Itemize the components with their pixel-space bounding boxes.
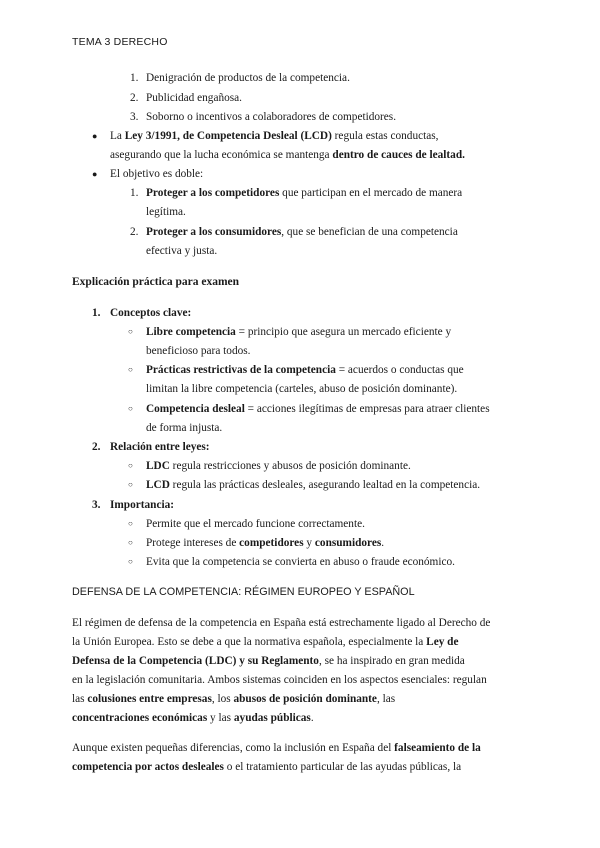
text-span: asegurando que la lucha económica se mantenga (110, 149, 333, 161)
text-span: que participan en el mercado de manera (279, 187, 463, 199)
sub-item (146, 325, 451, 339)
list-number: 3. (130, 111, 139, 123)
list-number: 1. (92, 307, 101, 319)
list-number: 2. (130, 226, 139, 238)
paragraph-line (72, 711, 314, 725)
circle-bullet-icon: ○ (128, 519, 133, 528)
bold-text: Prácticas restrictivas de la competencia (146, 364, 336, 376)
text-span: o el tratamiento particular de las ayudas públicas, la (223, 761, 462, 773)
text-span: . (310, 712, 314, 724)
circle-bullet-icon: ○ (128, 327, 133, 336)
text-span: la Unión Europea. Esto se debe a que la normativa española, especialmente la (72, 636, 427, 648)
text-span: = acuerdos o conductas que (335, 364, 464, 376)
bold-text: Libre competencia (146, 326, 236, 338)
sub-item: Permite que el mercado funcione correctamente. (146, 518, 365, 530)
paragraph-line (72, 654, 465, 668)
sub-item (146, 459, 411, 473)
bold-text: Competencia desleal (146, 403, 245, 415)
list-number: 1. (130, 72, 139, 84)
paragraph-line (72, 741, 481, 755)
bullet-icon: ● (92, 169, 98, 179)
list-item (146, 186, 462, 200)
list-item-title: Relación entre leyes: (110, 441, 210, 453)
text-span: , se ha inspirado en gran medida (318, 655, 465, 667)
list-number: 1. (130, 187, 139, 199)
bullet-icon: ● (92, 131, 98, 141)
list-item: Publicidad engañosa. (146, 92, 243, 104)
bold-text: consumidores (314, 537, 382, 549)
text-span: = acciones ilegítimas de empresas para atraer clientes (244, 403, 490, 415)
text-span: Protege intereses de (146, 537, 240, 549)
sub-item (146, 363, 464, 377)
circle-bullet-icon: ○ (128, 480, 133, 489)
paragraph-line: El régimen de defensa de la competencia en España está estrechamente ligado al Derecho de (72, 617, 491, 629)
list-number: 2. (92, 441, 101, 453)
circle-bullet-icon: ○ (128, 404, 133, 413)
text-span: las (72, 693, 88, 705)
page-header: TEMA 3 DERECHO (72, 36, 168, 48)
text-span: y (303, 537, 315, 549)
paragraph-line (72, 692, 395, 706)
sub-item-line: beneficioso para todos. (146, 345, 251, 357)
list-item: Soborno o incentivos a colaboradores de competidores. (146, 111, 397, 123)
bullet-paragraph: El objetivo es doble: (110, 168, 204, 180)
list-item-title: Conceptos clave: (110, 307, 192, 319)
sub-item-line: limitan la libre competencia (carteles, abuso de posición dominante). (146, 383, 458, 395)
section-heading: Explicación práctica para examen (72, 276, 240, 288)
paragraph-line (72, 760, 461, 774)
bullet-paragraph-line (110, 148, 465, 162)
bold-text: Ley de (426, 636, 459, 648)
sub-item (146, 478, 480, 492)
bold-text: Defensa de la Competencia (LDC) y su Reglamento (72, 655, 319, 667)
circle-bullet-icon: ○ (128, 365, 133, 374)
list-item-line: legítima. (146, 206, 186, 218)
text-span: = principio que asegura un mercado eficiente y (235, 326, 452, 338)
circle-bullet-icon: ○ (128, 557, 133, 566)
text-span: y las (207, 712, 234, 724)
bold-text: falseamiento de la (394, 742, 481, 754)
list-item (146, 225, 458, 239)
list-number: 2. (130, 92, 139, 104)
sub-item-line: de forma injusta. (146, 422, 223, 434)
text-span: Aunque existen pequeñas diferencias, como la inclusión en España del (72, 742, 395, 754)
bold-text: competidores (239, 537, 304, 549)
text-span: regula estas conductas, (331, 130, 439, 142)
text-span: . (381, 537, 385, 549)
text-span: La (110, 130, 125, 142)
sub-item: Evita que la competencia se convierta en abuso o fraude económico. (146, 556, 455, 568)
text-span: , los (211, 693, 234, 705)
text-span: regula restricciones y abusos de posición dominante. (169, 460, 411, 472)
bullet-paragraph (110, 129, 439, 143)
bold-text: Proteger a los consumidores (146, 226, 282, 238)
bold-text: dentro de cauces de lealtad. (332, 149, 465, 161)
bold-text: Ley 3/1991, de Competencia Desleal (LCD) (124, 130, 332, 142)
list-number: 3. (92, 499, 101, 511)
bold-text: concentraciones económicas (72, 712, 208, 724)
circle-bullet-icon: ○ (128, 538, 133, 547)
bold-text: abusos de posición dominante (233, 693, 377, 705)
sub-item (146, 536, 384, 550)
list-item: Denigración de productos de la competencia. (146, 72, 350, 84)
text-span: regula las prácticas desleales, asegurando lealtad en la competencia. (169, 479, 481, 491)
text-span: , las (376, 693, 396, 705)
paragraph-line: en la legislación comunitaria. Ambos sistemas coinciden en los aspectos esenciales: regulan (72, 674, 487, 686)
bold-text: LDC (146, 460, 170, 472)
bold-text: Proteger a los competidores (146, 187, 280, 199)
list-item-title: Importancia: (110, 499, 175, 511)
text-span: , que se benefician de una competencia (281, 226, 458, 238)
bold-text: ayudas públicas (233, 712, 311, 724)
sub-item (146, 402, 490, 416)
circle-bullet-icon: ○ (128, 461, 133, 470)
bold-text: competencia por actos desleales (72, 761, 224, 773)
section-heading: DEFENSA DE LA COMPETENCIA: RÉGIMEN EUROPEO Y ESPAÑOL (72, 586, 415, 598)
list-item-line: efectiva y justa. (146, 245, 218, 257)
bold-text: colusiones entre empresas (87, 693, 212, 705)
bold-text: LCD (146, 479, 170, 491)
paragraph-line (72, 635, 458, 649)
